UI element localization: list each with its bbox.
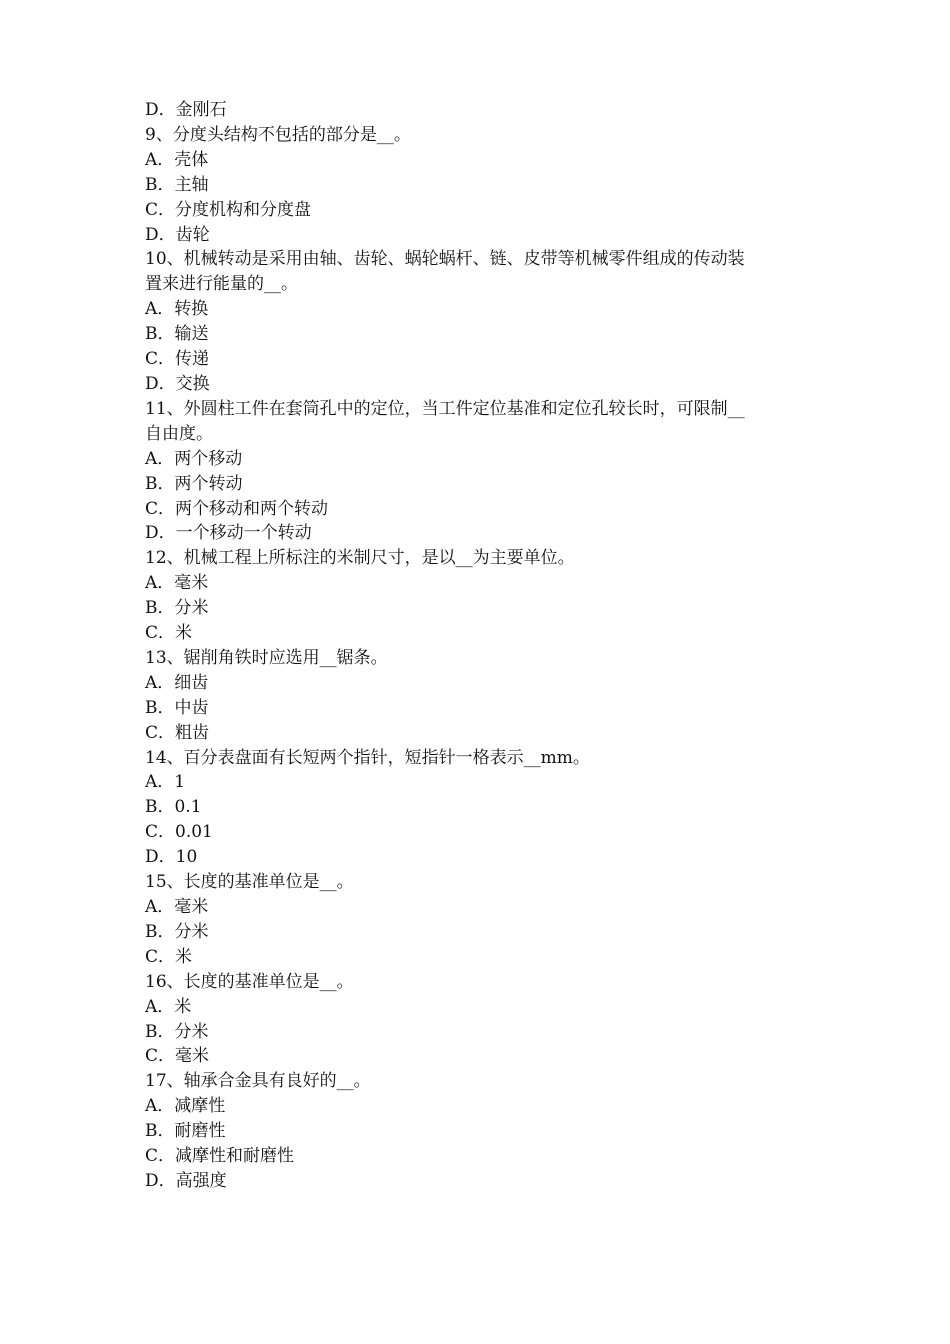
answer-option: C．0.01 [145,822,213,843]
question-text: 14、百分表盘面有长短两个指针，短指针一格表示__mm。 [145,747,590,768]
question-text: 12、机械工程上所标注的米制尺寸，是以__为主要单位。 [145,548,575,569]
answer-option: A．毫米 [145,573,209,594]
answer-option: C．分度机构和分度盘 [145,199,312,220]
answer-option: B．主轴 [145,174,209,195]
answer-option: A．转换 [145,299,209,320]
answer-option: D．高强度 [145,1170,227,1191]
answer-option: B．耐磨性 [145,1121,226,1142]
question-text: 15、长度的基准单位是__。 [145,872,354,893]
answer-option: C．减摩性和耐磨性 [145,1146,295,1167]
question-text: 9、分度头结构不包括的部分是__。 [145,124,411,145]
answer-option: B．分米 [145,598,209,619]
answer-option: B．两个转动 [145,473,243,494]
answer-option: C．米 [145,946,193,967]
question-list [145,98,825,1194]
question-text: 13、锯削角铁时应选用__锯条。 [145,647,388,668]
question-text: 10、机械转动是采用由轴、齿轮、蜗轮蜗杆、链、皮带等机械零件组成的传动装 [145,249,745,270]
answer-option: D．金刚石 [145,100,227,120]
answer-option: C．毫米 [145,1046,210,1067]
question-text: 16、长度的基准单位是__。 [145,971,354,992]
answer-option: D．10 [145,847,198,868]
answer-option: A．壳体 [145,149,209,170]
answer-option: A．两个移动 [145,448,243,469]
answer-option: C．传递 [145,349,210,370]
question-text: 11、外圆柱工件在套筒孔中的定位，当工件定位基准和定位孔较长时，可限制__ [145,398,745,419]
answer-option: A．米 [145,996,192,1017]
question-text: 17、轴承合金具有良好的__。 [145,1071,371,1092]
answer-option: C．粗齿 [145,722,210,743]
answer-option: A．毫米 [145,897,209,917]
question-text: 自由度。 [145,423,213,444]
answer-option: B．输送 [145,324,209,345]
answer-option: C．两个移动和两个转动 [145,498,329,519]
answer-option: A．减摩性 [145,1096,226,1117]
answer-option: D．一个移动一个转动 [145,523,312,544]
answer-option: B．分米 [145,921,209,942]
question-text: 置来进行能量的__。 [145,274,298,295]
answer-option: A．细齿 [145,672,209,693]
answer-option: B．0.1 [145,797,202,818]
answer-option: A．1 [145,772,186,793]
answer-option: B．中齿 [145,697,209,718]
answer-option: C．米 [145,623,193,644]
answer-option: B．分米 [145,1021,209,1042]
answer-option: D．交换 [145,373,210,394]
answer-option: D．齿轮 [145,224,210,245]
